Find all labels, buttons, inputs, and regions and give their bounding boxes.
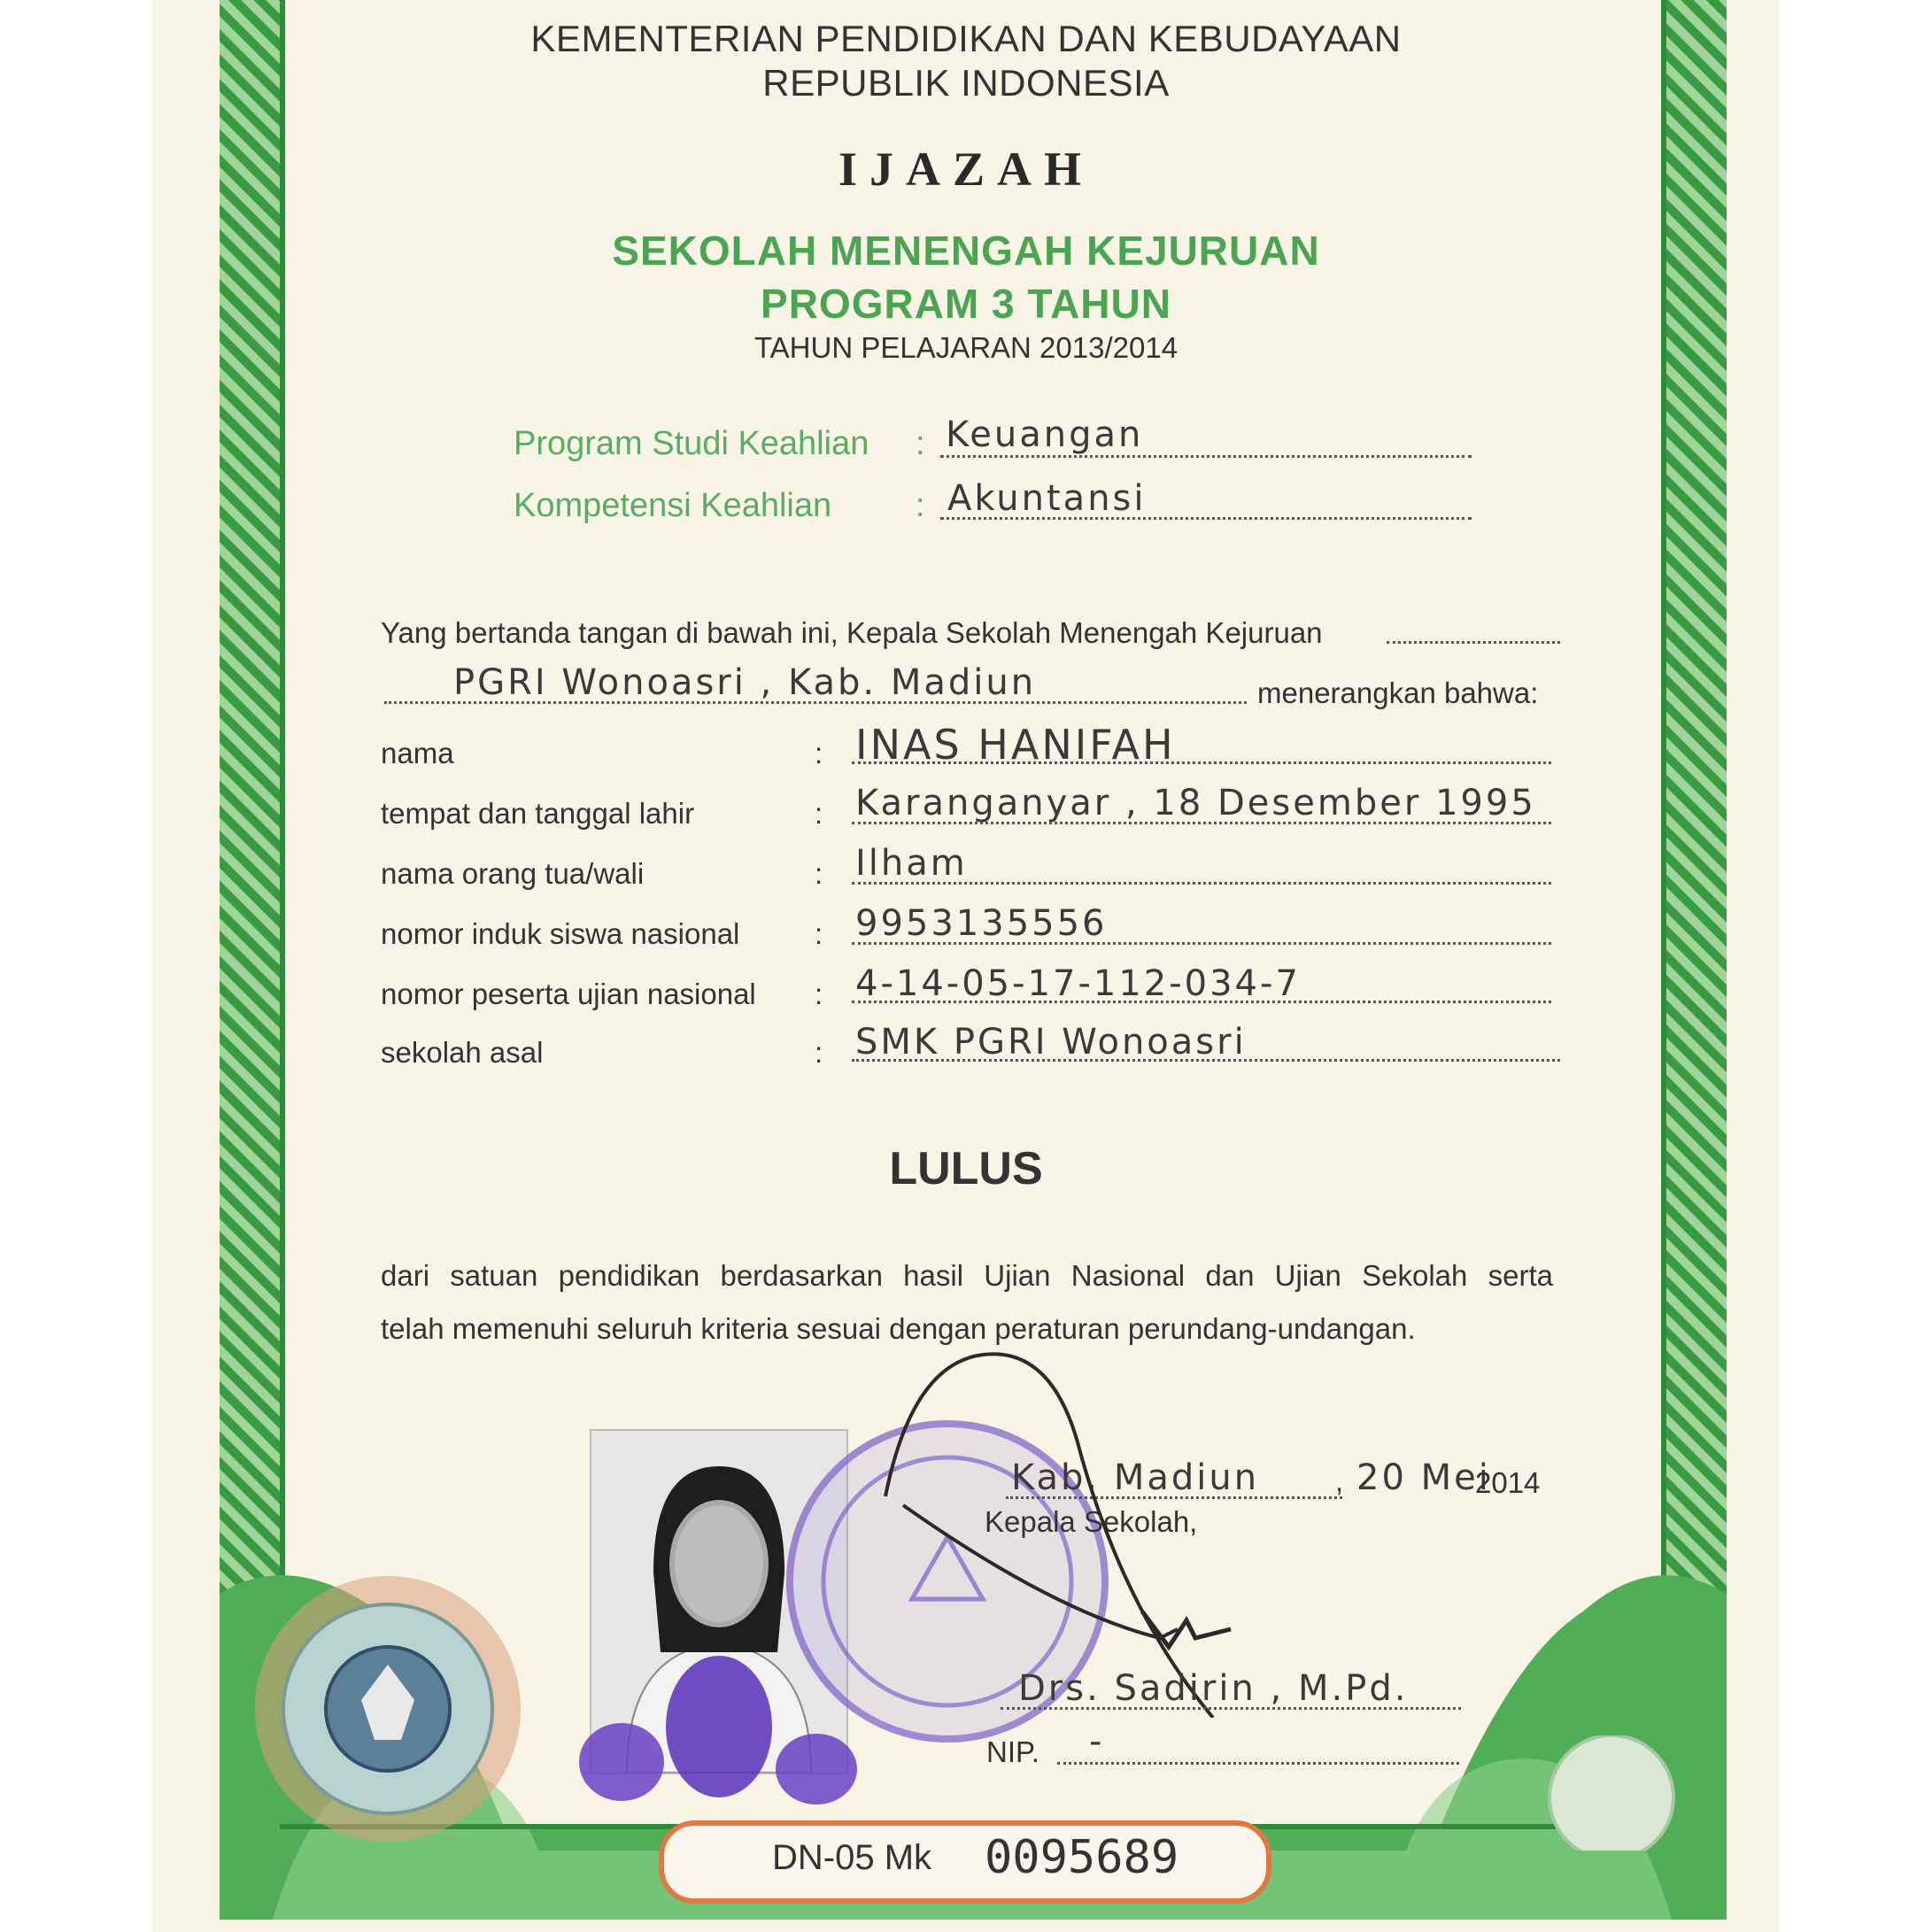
- field-colon-sekolah: :: [815, 1036, 823, 1069]
- field-label-nama: nama: [381, 737, 454, 769]
- certificate-title: IJAZAH: [838, 143, 1094, 196]
- hologram-seal: [237, 1567, 538, 1851]
- intro-school-value: PGRI Wonoasri , Kab. Madiun: [453, 662, 1037, 703]
- republic-name: REPUBLIK INDONESIA: [762, 62, 1170, 104]
- field-dotline-un: [852, 1001, 1551, 1003]
- intro-dotline2: [384, 701, 1247, 704]
- field-dotline-nama: [852, 761, 1551, 764]
- intro-dotline1: [1387, 641, 1560, 644]
- kompetensi-label: Kompetensi Keahlian: [514, 487, 832, 524]
- field-value-nama: INAS HANIFAH: [855, 721, 1176, 769]
- field-colon-nama: :: [815, 737, 823, 769]
- field-label-ttl: tempat dan tanggal lahir: [381, 797, 695, 830]
- field-dotline-ttl: [852, 822, 1551, 824]
- field-value-nisn: 9953135556: [855, 903, 1108, 944]
- nip-label: NIP.: [986, 1735, 1039, 1768]
- kompetensi-dotline: [940, 517, 1472, 520]
- sign-place: Kab. Madiun: [1011, 1457, 1260, 1498]
- field-colon-un: :: [815, 978, 823, 1010]
- program-studi-label: Program Studi Keahlian: [514, 425, 869, 462]
- field-dotline-nisn: [852, 942, 1551, 945]
- serial-box: [659, 1820, 1271, 1904]
- field-dotline-sekolah: [852, 1059, 1560, 1062]
- field-value-un: 4-14-05-17-112-034-7: [855, 963, 1301, 1004]
- field-label-wali: nama orang tua/wali: [381, 857, 645, 890]
- statement-line1: dari satuan pendidikan berdasarkan hasil Ujian Nasional dan Ujian Sekolah serta: [381, 1259, 1553, 1292]
- serial-code: DN-05 Mk: [772, 1838, 932, 1877]
- corner-seal: [1523, 1735, 1700, 1851]
- field-value-sekolah: SMK PGRI Wonoasri: [855, 1022, 1247, 1063]
- intro-line1: Yang bertanda tangan di bawah ini, Kepala Sekolah Menengah Kejuruan: [381, 616, 1323, 649]
- sign-comma: ,: [1335, 1464, 1344, 1497]
- nip-dotline: [1057, 1762, 1459, 1765]
- program-studi-colon: :: [916, 425, 925, 462]
- field-dotline-wali: [852, 882, 1551, 885]
- serial-number: 0095689: [985, 1831, 1179, 1884]
- sign-year: 2014: [1475, 1466, 1541, 1499]
- program-duration: PROGRAM 3 TAHUN: [761, 281, 1171, 327]
- result-lulus: LULUS: [889, 1143, 1043, 1194]
- kompetensi-value: Akuntansi: [947, 478, 1147, 519]
- field-value-wali: Ilham: [855, 843, 968, 884]
- field-label-nisn: nomor induk siswa nasional: [381, 917, 740, 950]
- sign-date: 20 Mei: [1356, 1457, 1491, 1498]
- sign-name: Drs. Sadirin , M.Pd.: [1018, 1668, 1409, 1709]
- field-label-un: nomor peserta ujian nasional: [381, 978, 756, 1010]
- statement-line2: telah memenuhi seluruh kriteria sesuai dengan peraturan perundang-undangan.: [381, 1312, 1416, 1345]
- sign-name-dotline: [1001, 1707, 1461, 1710]
- nip-value: -: [1089, 1721, 1105, 1762]
- field-colon-wali: :: [815, 857, 823, 890]
- kompetensi-colon: :: [916, 487, 925, 524]
- field-colon-ttl: :: [815, 797, 823, 830]
- sign-role: Kepala Sekolah,: [985, 1505, 1198, 1538]
- academic-year: TAHUN PELAJARAN 2013/2014: [753, 331, 1179, 364]
- program-studi-value: Keuangan: [946, 414, 1144, 455]
- field-colon-nisn: :: [815, 917, 823, 950]
- field-value-ttl: Karanganyar , 18 Desember 1995: [855, 783, 1536, 823]
- school-type: SEKOLAH MENENGAH KEJURUAN: [612, 228, 1320, 274]
- field-label-sekolah: sekolah asal: [381, 1036, 544, 1069]
- ministry-name: KEMENTERIAN PENDIDIKAN DAN KEBUDAYAAN: [530, 18, 1402, 59]
- program-studi-dotline: [940, 455, 1472, 458]
- intro-line2-suffix: menerangkan bahwa:: [1257, 676, 1539, 709]
- handwritten-signature: [877, 1346, 1266, 1718]
